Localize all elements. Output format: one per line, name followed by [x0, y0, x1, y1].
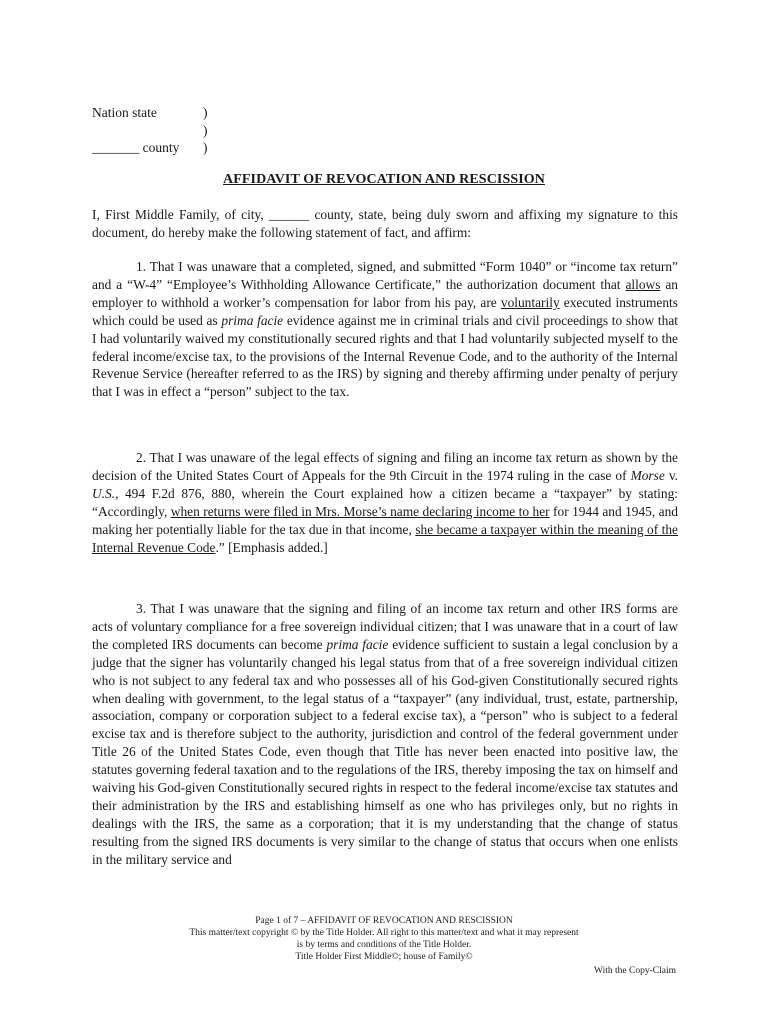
footer-page-line: Page 1 of 7 – AFFIDAVIT OF REVOCATION AND RESCISSION [255, 916, 513, 926]
caption-paren: ) [203, 140, 208, 155]
county-blank: _______ [92, 140, 140, 155]
footer-copyright-line: This matter/text copyright © by the Title Holder. All right to this matter/text and what it may represent [189, 928, 579, 938]
caption-paren: ) [203, 105, 208, 120]
paragraph-2: 2. That I was unaware of the legal effects of signing and filing an income tax return as shown by the decision of the United States Court of Appeals for the 9th Circuit in the 1974 ruling in the case of Morse v. U.S., 494 F.2d 876, 880, wherein the Court explained how a citizen became a “taxpayer” by stating: “Accordingly, when returns were filed in Mrs. Morse’s name declaring income to her for 1944 and 1945, and making her potentially liable for the tax due in that income, she became a taxpayer within the meaning of the Internal Revenue Code.” [Emphasis added.] [92, 450, 678, 555]
paragraph-3: 3. That I was unaware that the signing and filing of an income tax return and other IRS forms are acts of voluntary compliance for a free sovereign individual citizen; that I was unaware that in a court of law the completed IRS documents can become prima facie evidence sufficient to sustain a legal conclusion by a judge that the signer has voluntarily changed his legal status from that of a free sovereign individual citizen who is not subject to any federal tax and who possesses all of his God-given Constitutionally secured rights when dealing with government, to the legal status of a “taxpayer” (any individual, trust, estate, partnership, association, company or corporation subject to a federal excise tax), a “person” who is subject to a federal excise tax and is therefore subject to the authority, jurisdiction and control of the federal government under Title 26 of the United States Code, even though that Title has never been enacted into positive law, the statutes governing federal taxation and to the regulations of the IRS, thereby imposing the tax on himself and waiving his God-given Constitutionally secured rights in respect to the federal income/excise tax statutes and their administration by the IRS and establishing himself as one who has privileges only, but no rights in dealings with the IRS, the same as a corporation; that it is my understanding that the change of status resulting from the signed IRS documents is very similar to the change of status that occurs when one enlists in the military service and [92, 601, 678, 867]
paragraph-1: 1. That I was unaware that a completed, signed, and submitted “Form 1040” or “income tax return” and a “W-4” “Employee’s Withholding Allowance Certificate,” the authorization document that allows an employer to withhold a worker’s compensation for labor from his pay, are voluntarily executed instruments which could be used as prima facie evidence against me in criminal trials and civil proceedings to show that I had voluntarily waived my constitutionally secured rights and that I had voluntarily subjected myself to the federal income/excise tax, to the provisions of the Internal Revenue Code, and to the authority of the Internal Revenue Service (hereafter referred to as the IRS) by signing and thereby affirming under penalty of perjury that I was in effect a “person” subject to the tax. [92, 259, 678, 400]
footer-copy-claim: With the Copy-Claim [594, 966, 676, 976]
footer-title-holder-line: Title Holder First Middle©; house of Family© [295, 952, 473, 962]
county-label: county [142, 140, 180, 155]
document-title: AFFIDAVIT OF REVOCATION AND RESCISSION [223, 172, 545, 187]
caption-nation-state: Nation state [92, 105, 157, 120]
footer-terms-line: is by terms and conditions of the Title Holder. [296, 940, 472, 950]
caption-paren: ) [203, 123, 208, 138]
caption-county-line [92, 139, 179, 157]
intro-paragraph: I, First Middle Family, of city, ______ county, state, being duly sworn and affixing my signature to this document, do hereby make the following statement of fact, and affirm: [92, 207, 678, 240]
